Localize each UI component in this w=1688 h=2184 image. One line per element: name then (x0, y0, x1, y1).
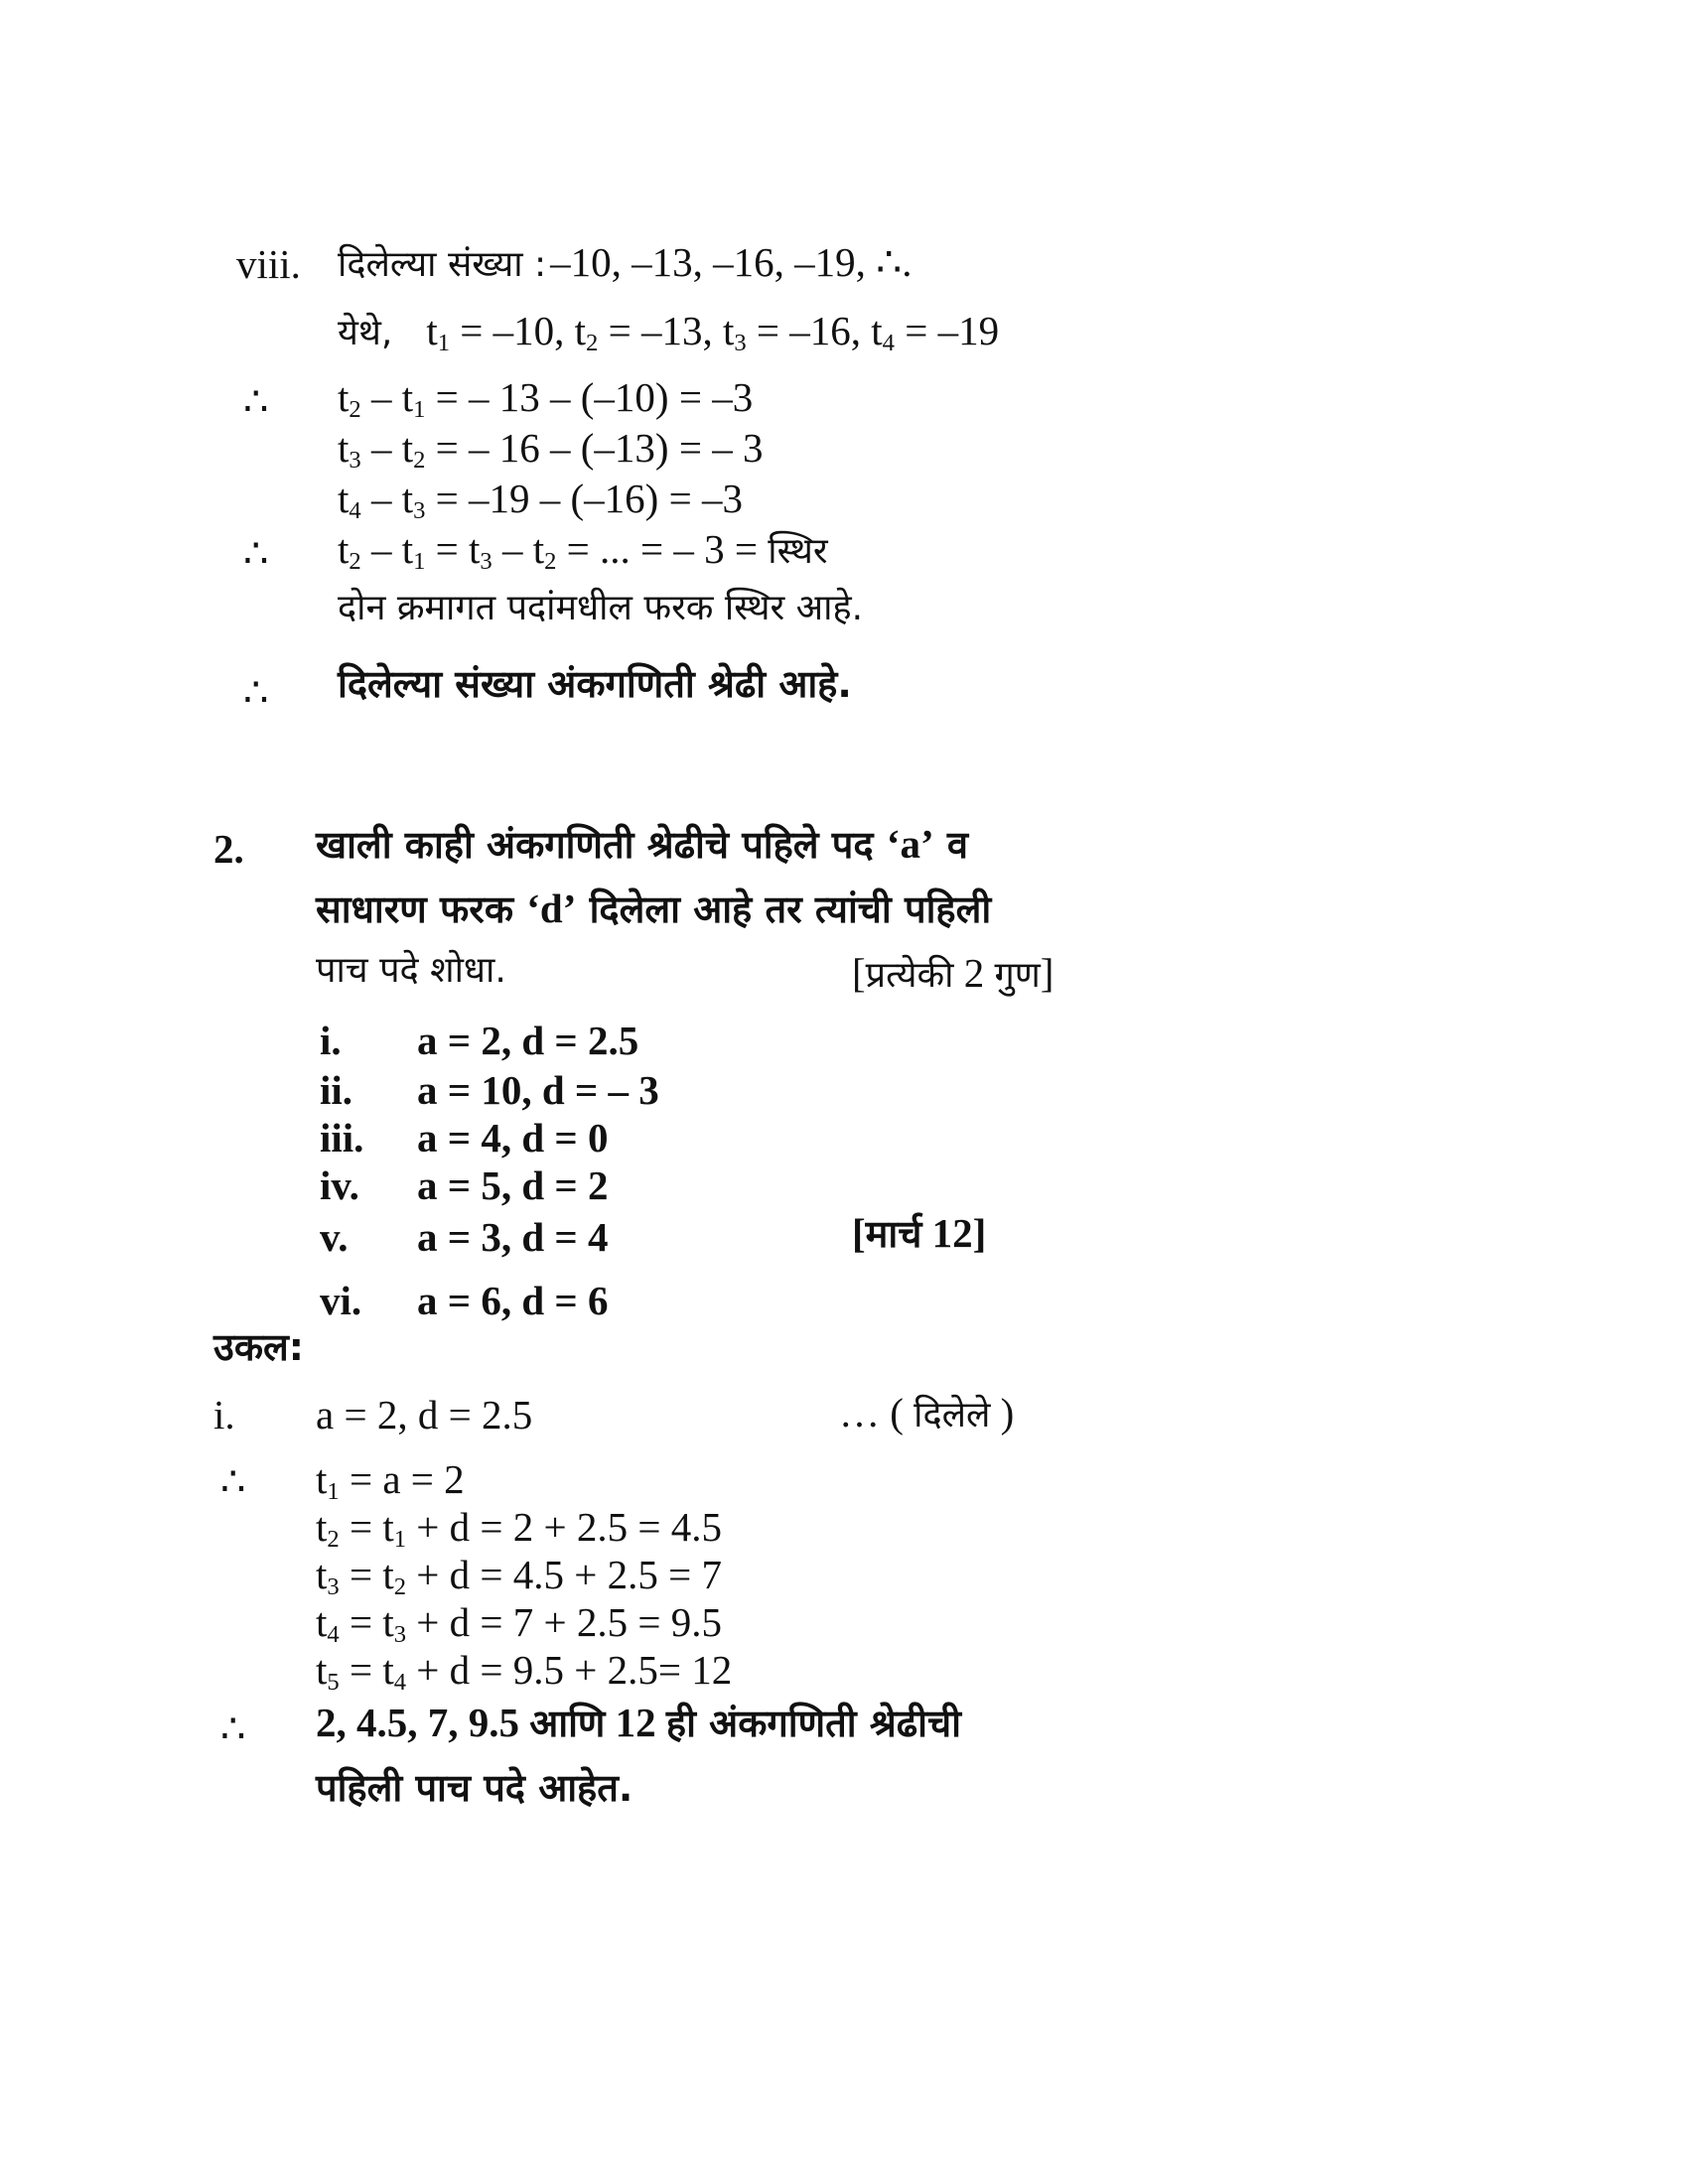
therefore-symbol: ∴ (243, 670, 269, 715)
therefore-symbol: ∴ (243, 531, 269, 576)
given-prefix: दिलेल्या संख्या : (338, 244, 547, 285)
conclusion-statement: दिलेल्या संख्या अंकगणिती श्रेढी आहे. (338, 662, 852, 706)
answer-line-2: पहिली पाच पदे आहेत. (316, 1766, 633, 1810)
term-line-3: $t_3 = t_2 + d = 4.5 + 2.5 = 7$ (316, 1552, 723, 1601)
solution-label: i. (213, 1392, 235, 1437)
option-value: a = 3, d = 4 (417, 1214, 609, 1260)
difference-line-3: $t_4 - t_3 = -19 - (-16) = -3$ (338, 476, 743, 525)
option-value: a = 4, d = 0 (417, 1115, 609, 1160)
therefore-symbol: ∴ (220, 1459, 246, 1504)
option-label: i. (320, 1018, 342, 1063)
term-line-2: $t_2 = t_1 + d = 2 + 2.5 = 4.5$ (316, 1504, 723, 1554)
given-numbers-line (338, 239, 913, 285)
option-value: a = 2, d = 2.5 (417, 1018, 639, 1063)
answer-line-1: 2, 4.5, 7, 9.5 आणि 12 ही अंकगणिती श्रेढीची (316, 1700, 961, 1745)
here-word: येथे, (338, 313, 393, 353)
marks-note: [प्रत्येकी 2 गुण] (852, 950, 1055, 996)
option-label: iii. (320, 1115, 364, 1160)
option-value: a = 10, d = – 3 (417, 1067, 659, 1113)
solution-given: a = 2, d = 2.5 (316, 1392, 533, 1437)
solution-heading: उकल: (213, 1325, 304, 1369)
option-value: a = 6, d = 6 (417, 1278, 609, 1323)
difference-line-2: $t_3 - t_2$ = – 16 – (–13) = – 3 (338, 425, 764, 475)
equal-differences-line: $t_2 - t_1 = t_3 - t_2$ = ... = – 3 = स्थिर (338, 526, 828, 576)
given-note: … ( दिलेले ) (839, 1390, 1015, 1435)
terms-line (338, 308, 1000, 357)
term-line-1: $t_1 = a = 2$ (316, 1456, 465, 1506)
item-label-viii: viii. (236, 241, 301, 287)
option-label: ii. (320, 1067, 353, 1113)
therefore-symbol: ∴ (243, 379, 269, 424)
question-number: 2. (213, 826, 244, 872)
constant-statement: दोन क्रमागत पदांमधील फरक स्थिर आहे. (338, 588, 864, 628)
term-line-4: $t_4 = t_3 + d = 7 + 2.5 = 9.5$ (316, 1599, 723, 1649)
term-line-5: $t_5 = t_4 + d = 9.5 + 2.5= 12$ (316, 1647, 733, 1697)
question-line-1: खाली काही अंकगणिती श्रेढीचे पहिले पद ‘a’ व (316, 821, 968, 867)
question-line-2: साधारण फरक ‘d’ दिलेला आहे तर त्यांची पहिली (316, 886, 992, 931)
option-label: iv. (320, 1162, 359, 1208)
constant-word: स्थिर (768, 531, 828, 572)
question-line-3: पाच पदे शोधा. (316, 950, 506, 991)
option-label: v. (320, 1214, 349, 1260)
therefore-symbol: ∴ (220, 1706, 246, 1751)
option-value: a = 5, d = 2 (417, 1162, 609, 1208)
difference-line-1: $t_2 - t_1$ = – 13 – (–10) = –3 (338, 374, 754, 424)
terms-values: $t_1 = -10$, $t_2 = -13$, $t_3 = -16$, $t_4 = -19$ (426, 308, 1000, 357)
source-note: [मार्च 12] (852, 1210, 987, 1256)
option-label: vi. (320, 1278, 362, 1323)
given-values: –10, –13, –16, –19, ∴. (550, 239, 913, 285)
